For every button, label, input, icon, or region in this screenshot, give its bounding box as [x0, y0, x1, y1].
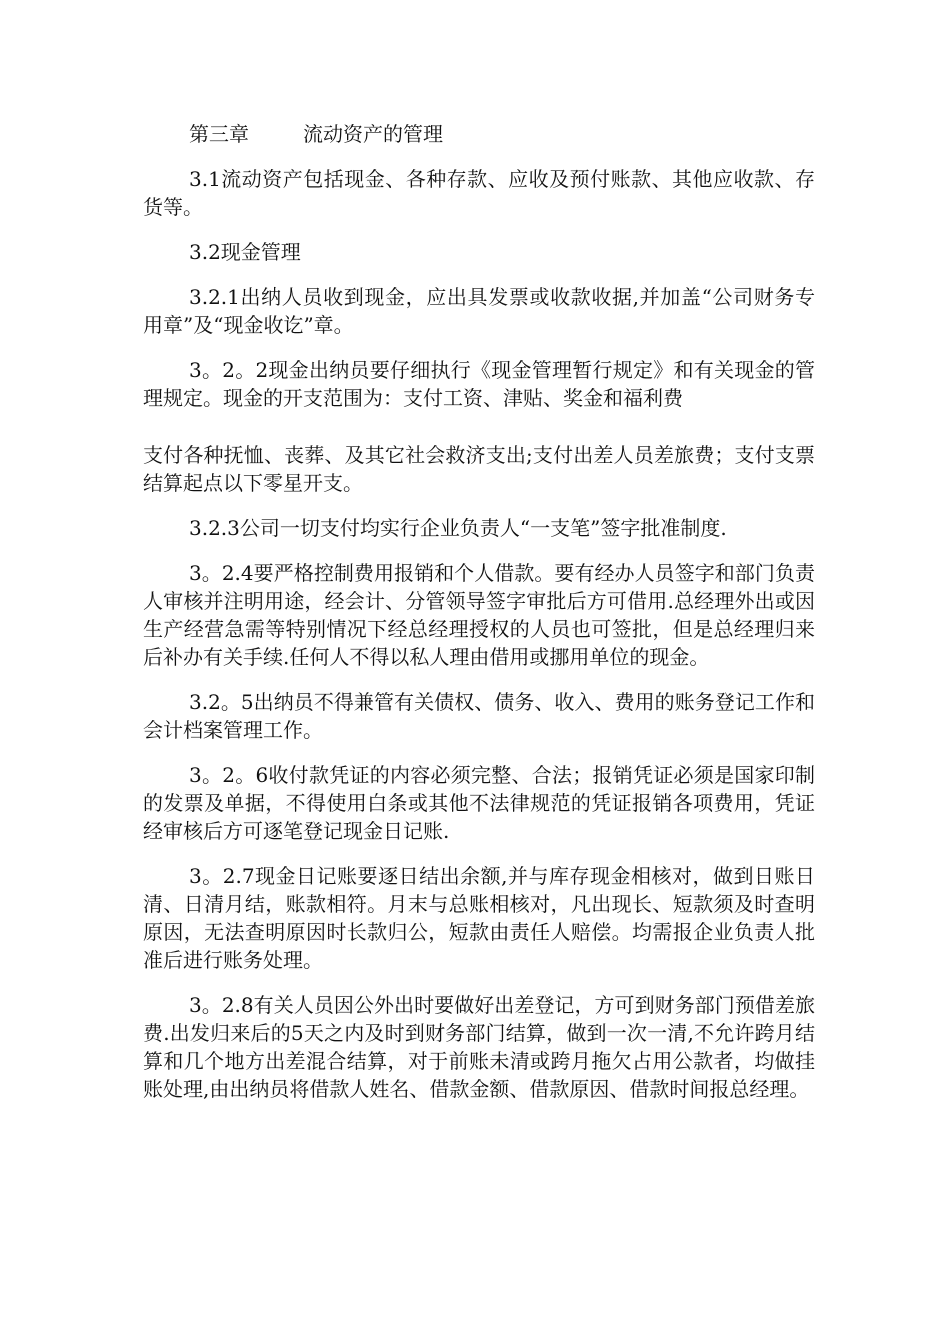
paragraph-3-2-8: 3。2.8有关人员因公外出时要做好出差登记，方可到财务部门预借差旅费.出发归来后的5天之内及时到财务部门结算，做到一次一清,不允许跨月结算和几个地方出差混合结算，对于前账未清或跨月拖欠占用公款者，均做挂账处理,由出纳员将借款人姓名、借款金额、借款原因、借款时间报总经理。 — [143, 993, 815, 1101]
chapter-heading — [143, 120, 815, 148]
paragraph-3-2-5: 3.2。5出纳员不得兼管有关债权、债务、收入、费用的账务登记工作和会计档案管理工作。 — [143, 690, 815, 742]
paragraph-3-2: 3.2现金管理 — [189, 240, 301, 264]
paragraph-3-2-2: 3。2。2现金出纳员要仔细执行《现金管理暂行规定》和有关现金的管理规定。现金的开支范围为：支付工资、津贴、奖金和福利费 — [143, 358, 815, 410]
paragraph-3-2-2-continued: 支付各种抚恤、丧葬、及其它社会救济支出;支付出差人员差旅费；支付支票结算起点以下零星开支。 — [143, 443, 815, 495]
document-body — [143, 120, 815, 1120]
paragraph-3-2-4: 3。2.4要严格控制费用报销和个人借款。要有经办人员签字和部门负责人审核并注明用途，经会计、分管领导签字审批后方可借用.总经理外出或因生产经营急需等特别情况下经总经理授权的人员也可签批，但是总经理归来后补办有关手续.任何人不得以私人理由借用或挪用单位的现金。 — [143, 561, 815, 669]
paragraph-3-2-7: 3。2.7现金日记账要逐日结出余额,并与库存现金相核对，做到日账日清、日清月结，账款相符。月末与总账相核对，凡出现长、短款须及时查明原因，无法查明原因时长款归公，短款由责任人赔偿。均需报企业负责人批准后进行账务处理。 — [143, 864, 815, 972]
paragraph-3-2-1: 3.2.1出纳人员收到现金，应出具发票或收款收据,并加盖“公司财务专用章”及“现金收讫”章。 — [143, 285, 815, 337]
paragraph-3-2-3: 3.2.3公司一切支付均实行企业负责人“一支笔”签字批准制度. — [189, 516, 727, 540]
chapter-title: 流动资产的管理 — [303, 122, 443, 146]
paragraph-3-1: 3.1流动资产包括现金、各种存款、应收及预付账款、其他应收款、存货等。 — [143, 167, 815, 219]
paragraph-3-2-6: 3。2。6收付款凭证的内容必须完整、合法；报销凭证必须是国家印制的发票及单据，不得使用白条或其他不法律规范的凭证报销各项费用，凭证经审核后方可逐笔登记现金日记账. — [143, 763, 815, 843]
chapter-number: 第三章 — [189, 122, 249, 146]
